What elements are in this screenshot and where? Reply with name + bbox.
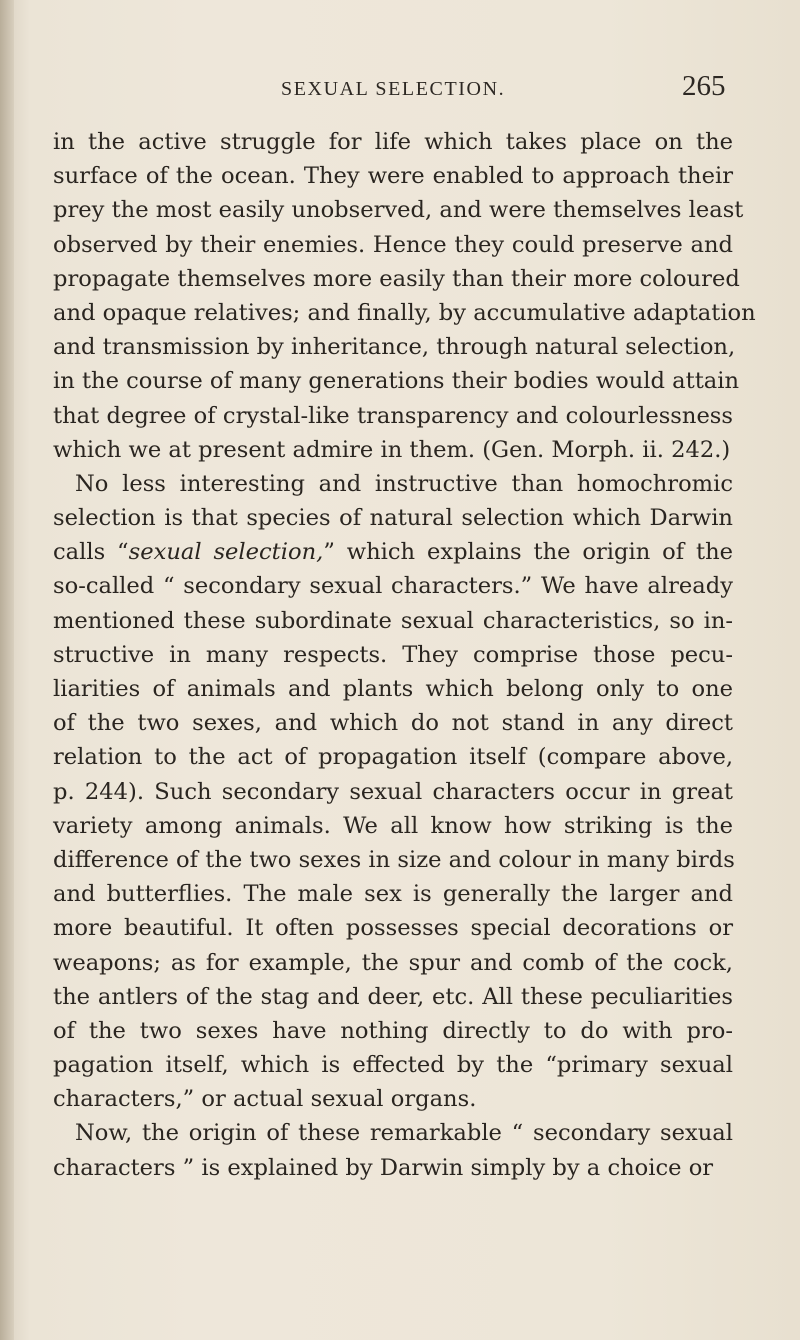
- text-line: and butterflies. The male sex is generally the larger and: [53, 881, 733, 908]
- text-line: which we at present admire in them. (Gen. Morph. ii. 242.): [53, 436, 731, 463]
- text-line: pagation itself, which is effected by the “primary sexual: [53, 1052, 733, 1079]
- text-line: structive in many respects. They comprise those pecu-: [53, 641, 733, 668]
- text-line: observed by their enemies. Hence they could preserve and: [53, 231, 733, 258]
- text-fragment: ” which explains the origin of the: [323, 539, 733, 566]
- text-line: liarities of animals and plants which belong only to one: [53, 676, 733, 702]
- text-line: selection is that species of natural selection which Darwin: [53, 505, 733, 532]
- text-line: of the two sexes, and which do not stand in any direct: [53, 710, 733, 737]
- italic-term: sexual selection,: [128, 539, 324, 566]
- text-line: characters,” or actual sexual organs.: [53, 1086, 477, 1113]
- text-line: relation to the act of propagation itself (compare above,: [53, 744, 733, 771]
- text-line: more beautiful. It often possesses special decorations or: [53, 915, 733, 942]
- text-line: No less interesting and instructive than homochromic: [75, 470, 733, 497]
- binding-edge: [0, 0, 14, 1340]
- text-line: characters ” is explained by Darwin simply by a choice or: [53, 1154, 714, 1181]
- text-line: and transmission by inheritance, through natural selection,: [53, 334, 736, 361]
- text-line: the antlers of the stag and deer, etc. All these peculiarities: [53, 983, 733, 1010]
- text-line: that degree of crystal-like transparency and colourlessness: [53, 402, 733, 429]
- text-line: in the active struggle for life which takes place on the: [53, 129, 733, 155]
- running-head: SEXUAL SELECTION.: [281, 78, 506, 100]
- text-line: surface of the ocean. They were enabled to approach their: [53, 163, 733, 190]
- text-line: of the two sexes have nothing directly to do with pro-: [53, 1017, 733, 1044]
- text-line: and opaque relatives; and finally, by accumulative adaptation: [53, 299, 756, 326]
- text-line: in the course of many generations their bodies would attain: [53, 368, 740, 395]
- text-line: propagate themselves more easily than their more coloured: [53, 265, 740, 292]
- text-line: [53, 535, 733, 569]
- text-line: prey the most easily unobserved, and were themselves least: [53, 197, 744, 224]
- text-line: p. 244). Such secondary sexual characters occur in great: [53, 778, 733, 805]
- page-number: 265: [682, 70, 726, 102]
- body-text: [53, 125, 756, 1185]
- text-line: Now, the origin of these remarkable “ secondary sexual: [75, 1120, 733, 1147]
- text-line: difference of the two sexes in size and colour in many birds: [53, 846, 735, 873]
- text-line: so-called “ secondary sexual characters.” We have already: [53, 573, 733, 600]
- text-line: mentioned these subordinate sexual characteristics, so in-: [53, 607, 733, 634]
- text-line: weapons; as for example, the spur and comb of the cock,: [53, 949, 733, 976]
- text-line: variety among animals. We all know how striking is the: [53, 812, 733, 839]
- text-fragment: calls “: [53, 539, 129, 566]
